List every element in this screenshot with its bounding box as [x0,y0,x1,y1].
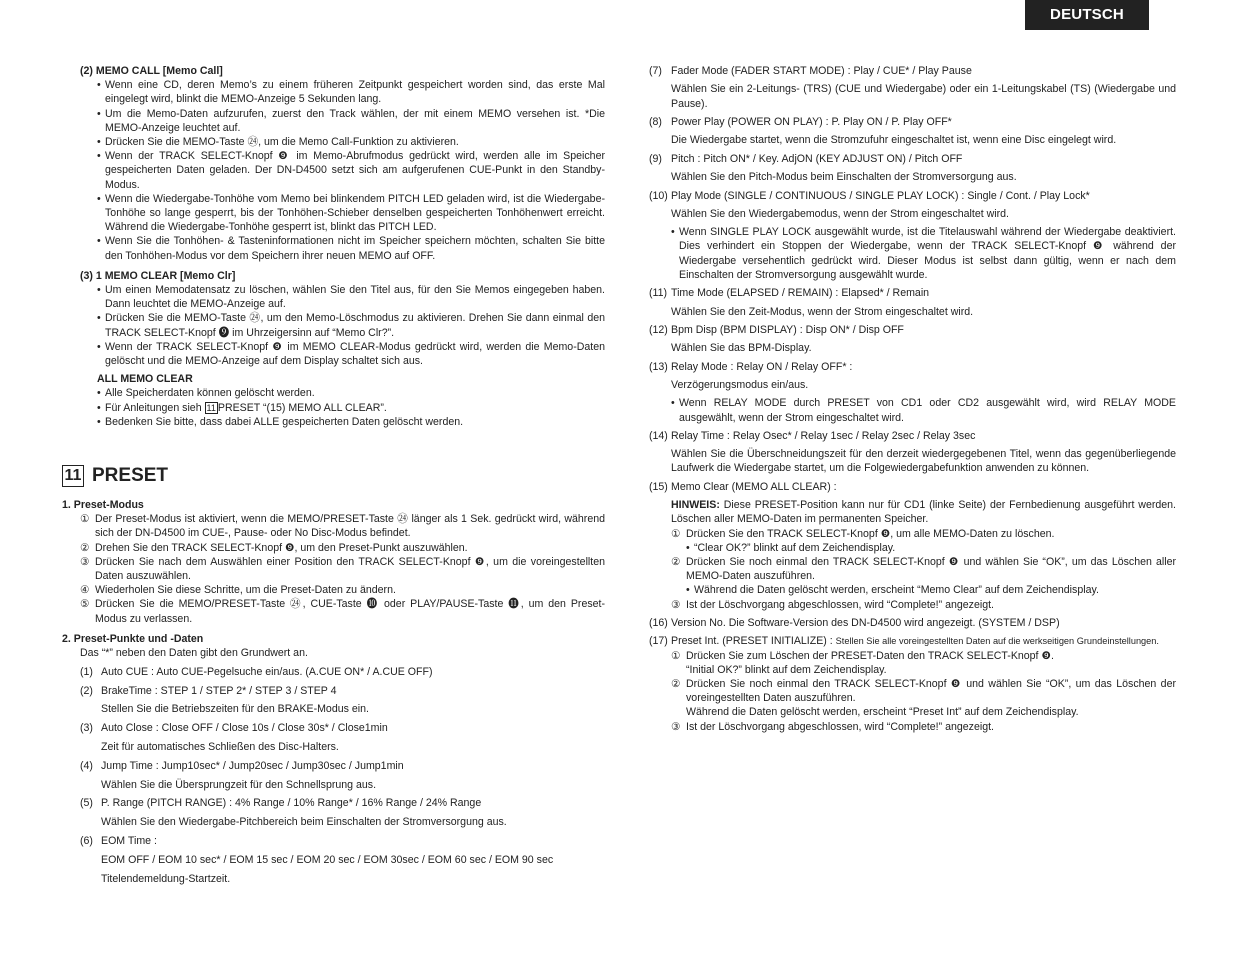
preset-item: (4) Jump Time : Jump10sec* / Jump20sec / Jump30sec / Jump1min Wählen Sie die Übersprungzeit für den Schnellsprung aus. [80,759,404,791]
preset-item: (5) P. Range (PITCH RANGE) : 4% Range / 10% Range* / 16% Range / 24% Range Wählen Sie den Wiedergabe-Pitchbereich beim Einschalten der Stromversorgung aus. [80,797,507,829]
step-item: ④ Wiederholen Sie diese Schritte, um die Preset-Daten zu ändern. [80,584,396,597]
preset-item: (10) Play Mode (SINGLE / CONTINUOUS / SINGLE PLAY LOCK) : Single / Cont. / Play Lock* Wählen Sie den Wiedergabemodus, wenn der Strom eingeschaltet wird. • Wenn SINGLE PLAY LOCK ausgewählt wurde, ist die Titelauswahl während der Wiedergabe deaktiviert. Dies verhindert ein Stoppen der Wiedergabe, wenn der TRACK SELECT-Knopf ❾ während der Wiedergabe versehentlich gedrückt wird. Dieser Modus ist selbst dann gültig, wenn er nach dem Einschalten der Stromversorgung ausgewählt wurde. [649,189,1176,282]
preset-points-intro: Das “*” neben den Daten gibt den Grundwert an. [80,647,308,660]
list-item: • Bedenken Sie bitte, dass dabei ALLE gespeicherten Daten gelöscht werden. [97,415,605,429]
left-column [80,64,605,429]
list-item: • Um die Memo-Daten aufzurufen, zuerst den Track wählen, der mit einem MEMO versehen ist. *Die MEMO-Anzeige leuchtet auf. [97,107,605,135]
language-tab: DEUTSCH [1025,0,1149,30]
preset-section [62,498,605,890]
step-item: • Während die Daten gelöscht werden, erscheint “Memo Clear” auf dem Zeichendisplay. [671,583,1176,597]
reference-prefix: Für Anleitungen sieh [105,401,205,414]
preset-item: (2) BrakeTime : STEP 1 / STEP 2* / STEP 3 / STEP 4 Stellen Sie die Betriebszeiten für den BRAKE-Modus ein. [80,684,369,716]
section-number-box: 11 [62,465,84,487]
preset-points-list [62,646,605,886]
step-item: ③ Drücken Sie nach dem Auswählen einer Position den TRACK SELECT-Knopf ❾, um die voreingestellten Daten auszuwählen. [80,555,605,583]
list-item: • Wenn SINGLE PLAY LOCK ausgewählt wurde, ist die Titelauswahl während der Wiedergabe deaktiviert. Dies verhindert ein Stoppen der Wiedergabe, wenn der TRACK SELECT-Knopf ❾ während der Wiedergabe versehentlich gedrückt wird. Dieser Modus ist selbst dann gültig, wenn er nach dem Einschalten der Stromversorgung ausgewählt wurde. [671,225,1176,282]
list-item [97,401,605,415]
preset-item: (9) Pitch : Pitch ON* / Key. AdjON (KEY ADJUST ON) / Pitch OFF Wählen Sie den Pitch-Modus beim Einschalten der Stromversorgung aus. [649,152,1017,184]
list-item: • Wenn die Wiedergabe-Tonhöhe vom Memo bei blinkendem PITCH LED geladen wird, ist die Wiedergabe-Tonhöhe so lange gesperrt, bis der Tonhöhen-Schieber denselben gespeicherten Tonhöhenwert erreicht. Während die Wiedergabe-Tonhöhe gesperrt ist, blinkt das PITCH LED. [97,192,605,235]
memo-call-heading: (2) MEMO CALL [Memo Call] [80,65,223,77]
note: HINWEIS: Diese PRESET-Position kann nur für CD1 (linke Seite) der Fernbedienung ausgeführt werden. Löschen aller MEMO-Daten im permanenten Speicher. [671,499,1176,526]
reference-suffix: PRESET “(15) MEMO ALL CLEAR”. [217,401,387,414]
preset-item: (13) Relay Mode : Relay ON / Relay OFF* : Verzögerungsmodus ein/aus. • Wenn RELAY MODE durch PRESET von CD1 oder CD2 ausgewählt wird, wird RELAY MODE ausgewählt, wenn der Strom eingeschaltet wird. [649,360,1176,425]
step-note: Während die Daten gelöscht werden, erscheint “Preset Int” auf dem Zeichendisplay. [686,706,1079,719]
preset-item: (12) Bpm Disp (BPM DISPLAY) : Disp ON* / Disp OFF Wählen Sie das BPM-Display. [649,323,904,355]
list-item: • Wenn Sie die Tonhöhen- & Tasteninformationen nicht im Speicher speichern möchten, schalten Sie bitte den Tonhöhen-Modus vor dem Speichern ihrer neuen MEMO auf OFF. [97,234,605,262]
step-item: ③ Ist der Löschvorgang abgeschlossen, wird “Complete!” angezeigt. [671,598,994,611]
step-item: • “Clear OK?” blinkt auf dem Zeichendisplay. [671,541,1176,555]
step-item: ② Drehen Sie den TRACK SELECT-Knopf ❾, um den Preset-Punkt auszuwählen. [80,541,468,554]
step-item: ① Drücken Sie den TRACK SELECT-Knopf ❾, um alle MEMO-Daten zu löschen. [671,527,1055,540]
section-title-text: PRESET [92,465,169,486]
preset-item-initialize: (17) Preset Int. (PRESET INITIALIZE) : Stellen Sie alle voreingestellten Daten auf die werkseitigen Grundeinstellungen. ① Drücken Sie zum Löschen der PRESET-Daten den TRACK SELECT-Knopf ❾. “Initial OK?” blinkt auf dem Zeichendisplay. ② Drücken Sie noch einmal den TRACK SELECT-Knopf ❾ und wählen Sie “OK”, um das Löschen der voreingestellten Daten auszuführen. Während die Daten gelöscht werden, erscheint “Preset Int” auf dem Zeichendisplay. ③ Ist der Löschvorgang abgeschlossen, wird “Complete!” angezeigt. [649,635,1176,733]
step-item: ② Drücken Sie noch einmal den TRACK SELECT-Knopf ❾ und wählen Sie “OK”, um das Löschen der voreingestellten Daten auszuführen. [671,678,1176,705]
all-memo-clear-heading: ALL MEMO CLEAR [97,373,193,386]
step-item: ⑤ Drücken Sie die MEMO/PRESET-Taste ㉔, CUE-Taste ❿ oder PLAY/PAUSE-Taste ⓫, um den Preset-Modus zu verlassen. [80,598,605,625]
preset-item-memo-clear: (15) Memo Clear (MEMO ALL CLEAR) : HINWEIS: Diese PRESET-Position kann nur für CD1 (linke Seite) der Fernbedienung ausgeführt werden. Löschen aller MEMO-Daten im permanenten Speicher. ① Drücken Sie den TRACK SELECT-Knopf ❾, um alle MEMO-Daten zu löschen. • “Clear OK?” blinkt auf dem Zeichendisplay. ② Drücken Sie noch einmal den TRACK SELECT-Knopf ❾ und wählen Sie “OK”, um das Löschen aller MEMO-Daten auszuführen. • Während die Daten gelöscht werden, erscheint “Memo Clear” auf dem Zeichendisplay. ③ Ist der Löschvorgang abgeschlossen, wird “Complete!” angezeigt. [649,480,1176,612]
list-item: • Um einen Memodatensatz zu löschen, wählen Sie den Titel aus, für den Sie Memos eingegeben haben. Dann leuchtet die MEMO-Anzeige auf. [97,283,605,311]
memo-clear-heading: (3) 1 MEMO CLEAR [Memo Clr] [80,269,236,282]
right-column [649,64,1176,738]
step-item: ① Der Preset-Modus ist aktiviert, wenn die MEMO/PRESET-Taste ㉔ länger als 1 Sek. gedrückt wird, während sich der DN-D4500 im CUE-, Pause- oder No Disc-Modus befindet. [80,513,605,540]
step-item: ① Drücken Sie zum Löschen der PRESET-Daten den TRACK SELECT-Knopf ❾. [671,649,1054,662]
preset-mode-steps [62,512,605,626]
step-note: “Initial OK?” blinkt auf dem Zeichendisplay. [686,663,887,676]
section-title [62,465,168,487]
preset-item: (7) Fader Mode (FADER START MODE) : Play / CUE* / Play Pause Wählen Sie ein 2-Leitungs- (TRS) (CUE und Wiedergabe) oder ein 1-Leitungskabel (TS) (Wiedergabe und Pause). [649,65,1176,110]
preset-item: (3) Auto Close : Close OFF / Close 10s / Close 30s* / Close1min Zeit für automatisches Schließen des Disc-Halters. [80,722,388,754]
preset-points-heading: 2. Preset-Punkte und -Daten [62,632,204,645]
list-item: • Wenn RELAY MODE durch PRESET von CD1 oder CD2 ausgewählt wird, wird RELAY MODE ausgewählt, wenn der Strom eingeschaltet wird. [671,396,1176,424]
list-item: • Drücken Sie die MEMO-Taste ㉔, um die Memo Call-Funktion zu aktivieren. [97,135,605,149]
list-item: • Wenn eine CD, deren Memo’s zu einem früheren Zeitpunkt gespeichert worden sind, das erste Mal eingelegt wird, blinkt die MEMO-Anzeige 5 Sekunden lang. [97,78,605,106]
preset-mode-heading: 1. Preset-Modus [62,499,144,511]
preset-item: (11) Time Mode (ELAPSED / REMAIN) : Elapsed* / Remain Wählen Sie den Zeit-Modus, wenn der Strom eingeschaltet wird. [649,287,974,318]
list-item: • Drücken Sie die MEMO-Taste ㉔, um den Memo-Löschmodus zu aktivieren. Drehen Sie dann einmal den TRACK SELECT-Knopf ❾ im Uhrzeigersinn auf “Memo Clr?”. [97,311,605,339]
list-item: • Wenn der TRACK SELECT-Knopf ❾ im MEMO CLEAR-Modus gedrückt wird, werden die Memo-Daten gelöscht und die MEMO-Anzeige auf dem Display schaltet sich aus. [97,340,605,368]
preset-item: (1) Auto CUE : Auto CUE-Pegelsuche ein/aus. (A.CUE ON* / A.CUE OFF) [80,665,433,678]
step-item: ③ Ist der Löschvorgang abgeschlossen, wird “Complete!” angezeigt. [671,720,994,733]
memo-clear-bullets [80,283,605,368]
step-item: ② Drücken Sie noch einmal den TRACK SELECT-Knopf ❾ und wählen Sie “OK”, um das Löschen aller MEMO-Daten auszuführen. [671,556,1176,583]
preset-item: (14) Relay Time : Relay Osec* / Relay 1sec / Relay 2sec / Relay 3sec Wählen Sie die Überschneidungszeit für den derzeit wiedergegebenen Titel, wenn das gegenüberliegende Laufwerk die Wiedergabe startet, um die Folgewiedergabefunktion anwenden zu können. [649,429,1176,475]
preset-item-version: (16) Version No. Die Software-Version des DN-D4500 wird angezeigt. (SYSTEM / DSP) [649,617,1060,630]
list-item: • Wenn der TRACK SELECT-Knopf ❾ im Memo-Abrufmodus gedrückt wird, werden alle im Speicher gespeicherten Daten geladen. Der DN-D4500 setzt sich am aufgerufenen CUE-Punkt in den Standby-Modus. [97,149,605,192]
list-item: • Alle Speicherdaten können gelöscht werden. [97,386,605,400]
all-memo-clear-block [80,372,605,429]
preset-item: (8) Power Play (POWER ON PLAY) : P. Play ON / P. Play OFF* Die Wiedergabe startet, wenn die Stromzufuhr eingeschaltet ist, wenn eine Disc eingelegt wird. [649,115,1117,147]
preset-item: (6) EOM Time : EOM OFF / EOM 10 sec* / EOM 15 sec / EOM 20 sec / EOM 30sec / EOM 60 sec / EOM 90 sec Titelendemeldung-Startzeit. [80,835,554,885]
section-reference-box: 11 [206,402,216,413]
memo-call-bullets [80,78,605,263]
